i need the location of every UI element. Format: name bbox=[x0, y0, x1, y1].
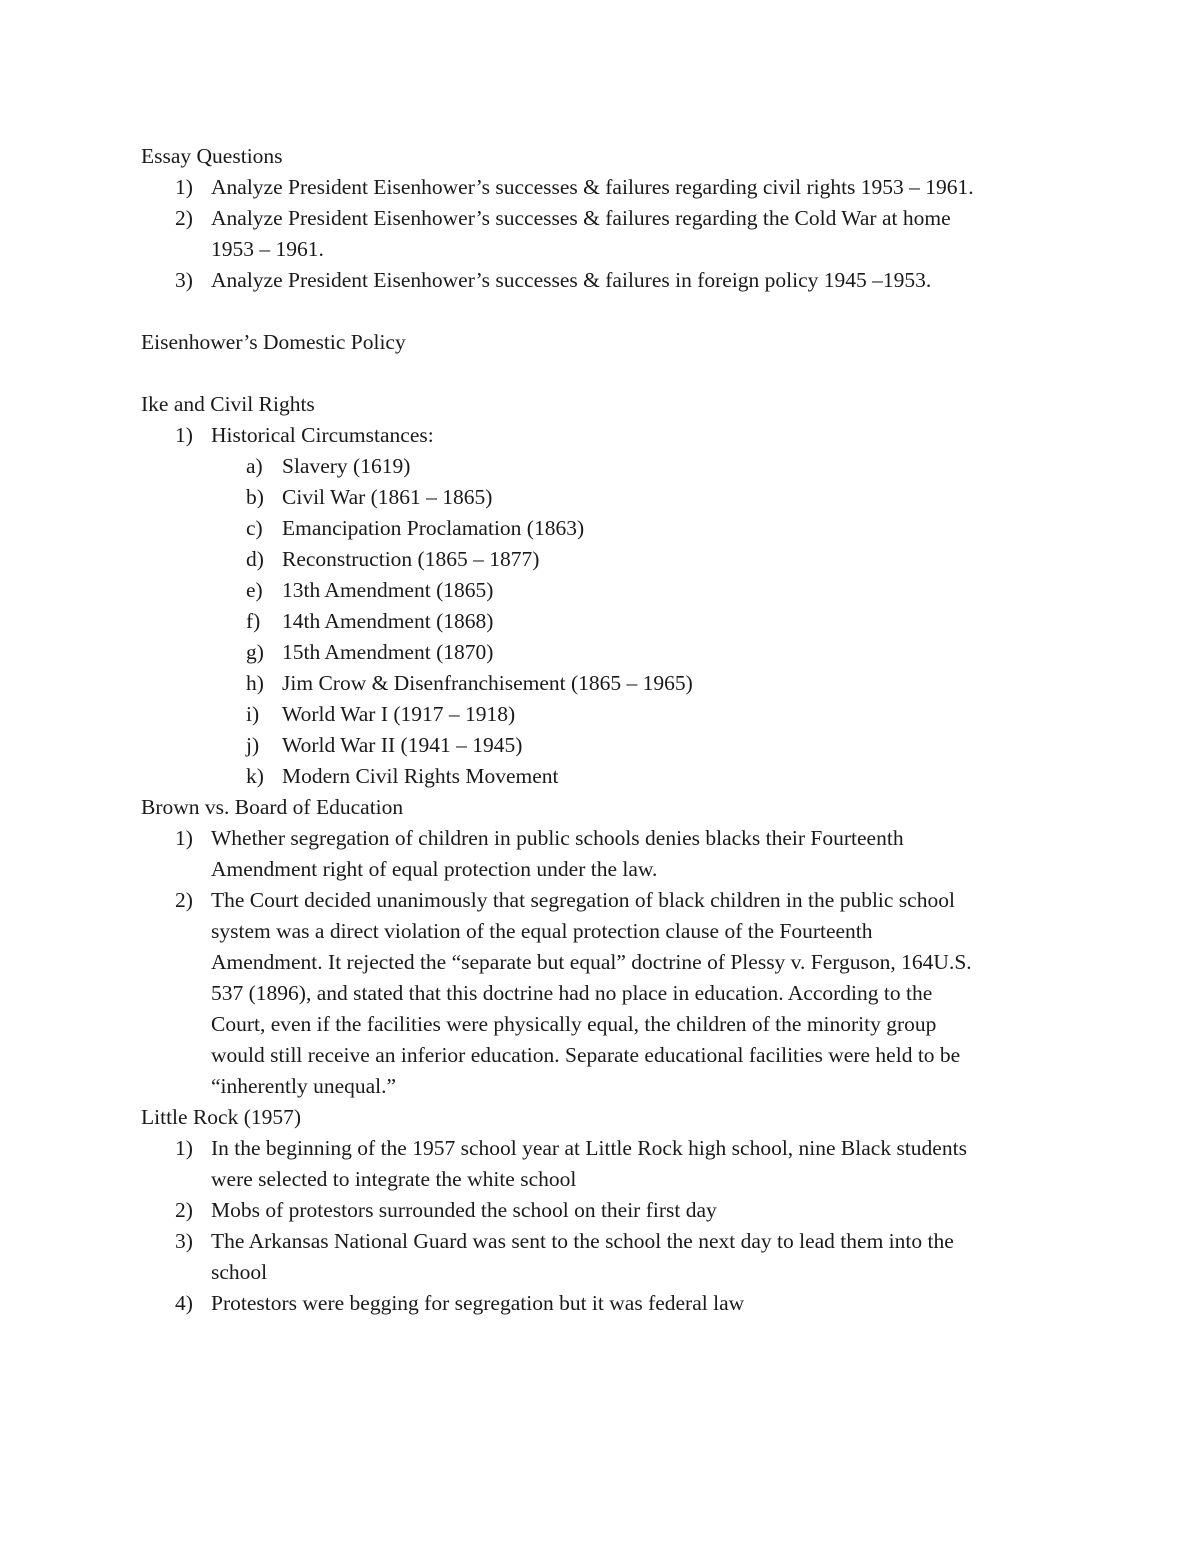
sub-list-text: 14th Amendment (1868) bbox=[282, 609, 494, 633]
list-item-text: Amendment right of equal protection under the law. bbox=[211, 857, 658, 881]
sub-list-text: Jim Crow & Disenfranchisement (1865 – 1965) bbox=[282, 671, 693, 695]
sub-list-item bbox=[141, 575, 1061, 606]
list-number: 2) bbox=[175, 888, 193, 912]
sub-list-text: Civil War (1861 – 1865) bbox=[282, 485, 493, 509]
list-item bbox=[141, 1195, 1061, 1226]
list-number: 4) bbox=[175, 1291, 193, 1315]
list-item bbox=[141, 265, 1061, 296]
little-rock-heading: Little Rock (1957) bbox=[141, 1105, 302, 1129]
list-item bbox=[141, 823, 1061, 885]
sub-list-letter: c) bbox=[246, 516, 263, 540]
essay-questions-heading: Essay Questions bbox=[141, 144, 283, 168]
list-item-text: The Court decided unanimously that segregation of black children in the public school bbox=[211, 888, 955, 912]
sub-list-letter: i) bbox=[246, 702, 260, 726]
sub-list-item bbox=[141, 637, 1061, 668]
list-item bbox=[141, 420, 1061, 451]
sub-list-text: 15th Amendment (1870) bbox=[282, 640, 494, 664]
brown-heading: Brown vs. Board of Education bbox=[141, 795, 404, 819]
sub-list-text: 13th Amendment (1865) bbox=[282, 578, 494, 602]
list-item-text: Whether segregation of children in public schools denies blacks their Fourteenth bbox=[211, 826, 904, 850]
list-item-text: were selected to integrate the white school bbox=[211, 1167, 577, 1191]
sub-list-text: Slavery (1619) bbox=[282, 454, 411, 478]
list-number: 3) bbox=[175, 1229, 193, 1253]
list-item-text: In the beginning of the 1957 school year at Little Rock high school, nine Black students bbox=[211, 1136, 967, 1160]
sub-list-letter: j) bbox=[246, 733, 260, 757]
sub-list-item bbox=[141, 482, 1061, 513]
list-item-text: Court, even if the facilities were physically equal, the children of the minority group bbox=[211, 1012, 937, 1036]
domestic-policy-heading: Eisenhower’s Domestic Policy bbox=[141, 330, 406, 354]
sub-list-letter: d) bbox=[246, 547, 264, 571]
sub-list-item bbox=[141, 730, 1061, 761]
sub-list-item bbox=[141, 513, 1061, 544]
list-number: 1) bbox=[175, 1136, 193, 1160]
sub-list-item bbox=[141, 606, 1061, 637]
sub-list-letter: h) bbox=[246, 671, 264, 695]
sub-list-item bbox=[141, 699, 1061, 730]
list-item bbox=[141, 1226, 1061, 1288]
sub-list-text: Modern Civil Rights Movement bbox=[282, 764, 559, 788]
list-number: 1) bbox=[175, 175, 193, 199]
list-item-text: “inherently unequal.” bbox=[211, 1074, 397, 1098]
list-item bbox=[141, 203, 1061, 265]
list-number: 3) bbox=[175, 268, 193, 292]
sub-list-letter: a) bbox=[246, 454, 263, 478]
list-item-text: Amendment. It rejected the “separate but equal” doctrine of Plessy v. Ferguson, 164U.S. bbox=[211, 950, 972, 974]
sub-list-item bbox=[141, 451, 1061, 482]
sub-list-text: Emancipation Proclamation (1863) bbox=[282, 516, 585, 540]
list-item-text: Historical Circumstances: bbox=[211, 423, 434, 447]
list-item-text: Analyze President Eisenhower’s successes & failures in foreign policy 1945 –1953. bbox=[211, 268, 932, 292]
sub-list-item bbox=[141, 761, 1061, 792]
sub-list-letter: b) bbox=[246, 485, 264, 509]
sub-list-letter: e) bbox=[246, 578, 263, 602]
list-number: 1) bbox=[175, 423, 193, 447]
list-number: 2) bbox=[175, 206, 193, 230]
list-item-text: school bbox=[211, 1260, 268, 1284]
sub-list-letter: f) bbox=[246, 609, 261, 633]
document-body bbox=[141, 141, 1061, 1319]
sub-list-letter: g) bbox=[246, 640, 264, 664]
sub-list-item bbox=[141, 668, 1061, 699]
sub-list-text: World War I (1917 – 1918) bbox=[282, 702, 516, 726]
sub-list-item bbox=[141, 544, 1061, 575]
list-item-text: 537 (1896), and stated that this doctrine had no place in education. According to the bbox=[211, 981, 933, 1005]
list-item-text: system was a direct violation of the equal protection clause of the Fourteenth bbox=[211, 919, 873, 943]
list-item-text: would still receive an inferior education. Separate educational facilities were held to be bbox=[211, 1043, 961, 1067]
list-item-text: 1953 – 1961. bbox=[211, 237, 324, 261]
list-item bbox=[141, 885, 1061, 1102]
list-item-text: The Arkansas National Guard was sent to the school the next day to lead them into the bbox=[211, 1229, 954, 1253]
list-item bbox=[141, 1288, 1061, 1319]
sub-list-letter: k) bbox=[246, 764, 264, 788]
list-number: 1) bbox=[175, 826, 193, 850]
sub-list-text: Reconstruction (1865 – 1877) bbox=[282, 547, 540, 571]
list-item-text: Analyze President Eisenhower’s successes & failures regarding the Cold War at home bbox=[211, 206, 951, 230]
list-item bbox=[141, 172, 1061, 203]
civil-rights-heading: Ike and Civil Rights bbox=[141, 392, 315, 416]
list-item-text: Protestors were begging for segregation but it was federal law bbox=[211, 1291, 745, 1315]
list-item-text: Mobs of protestors surrounded the school on their first day bbox=[211, 1198, 717, 1222]
list-item bbox=[141, 1133, 1061, 1195]
list-number: 2) bbox=[175, 1198, 193, 1222]
sub-list-text: World War II (1941 – 1945) bbox=[282, 733, 523, 757]
list-item-text: Analyze President Eisenhower’s successes & failures regarding civil rights 1953 – 1961. bbox=[211, 175, 974, 199]
